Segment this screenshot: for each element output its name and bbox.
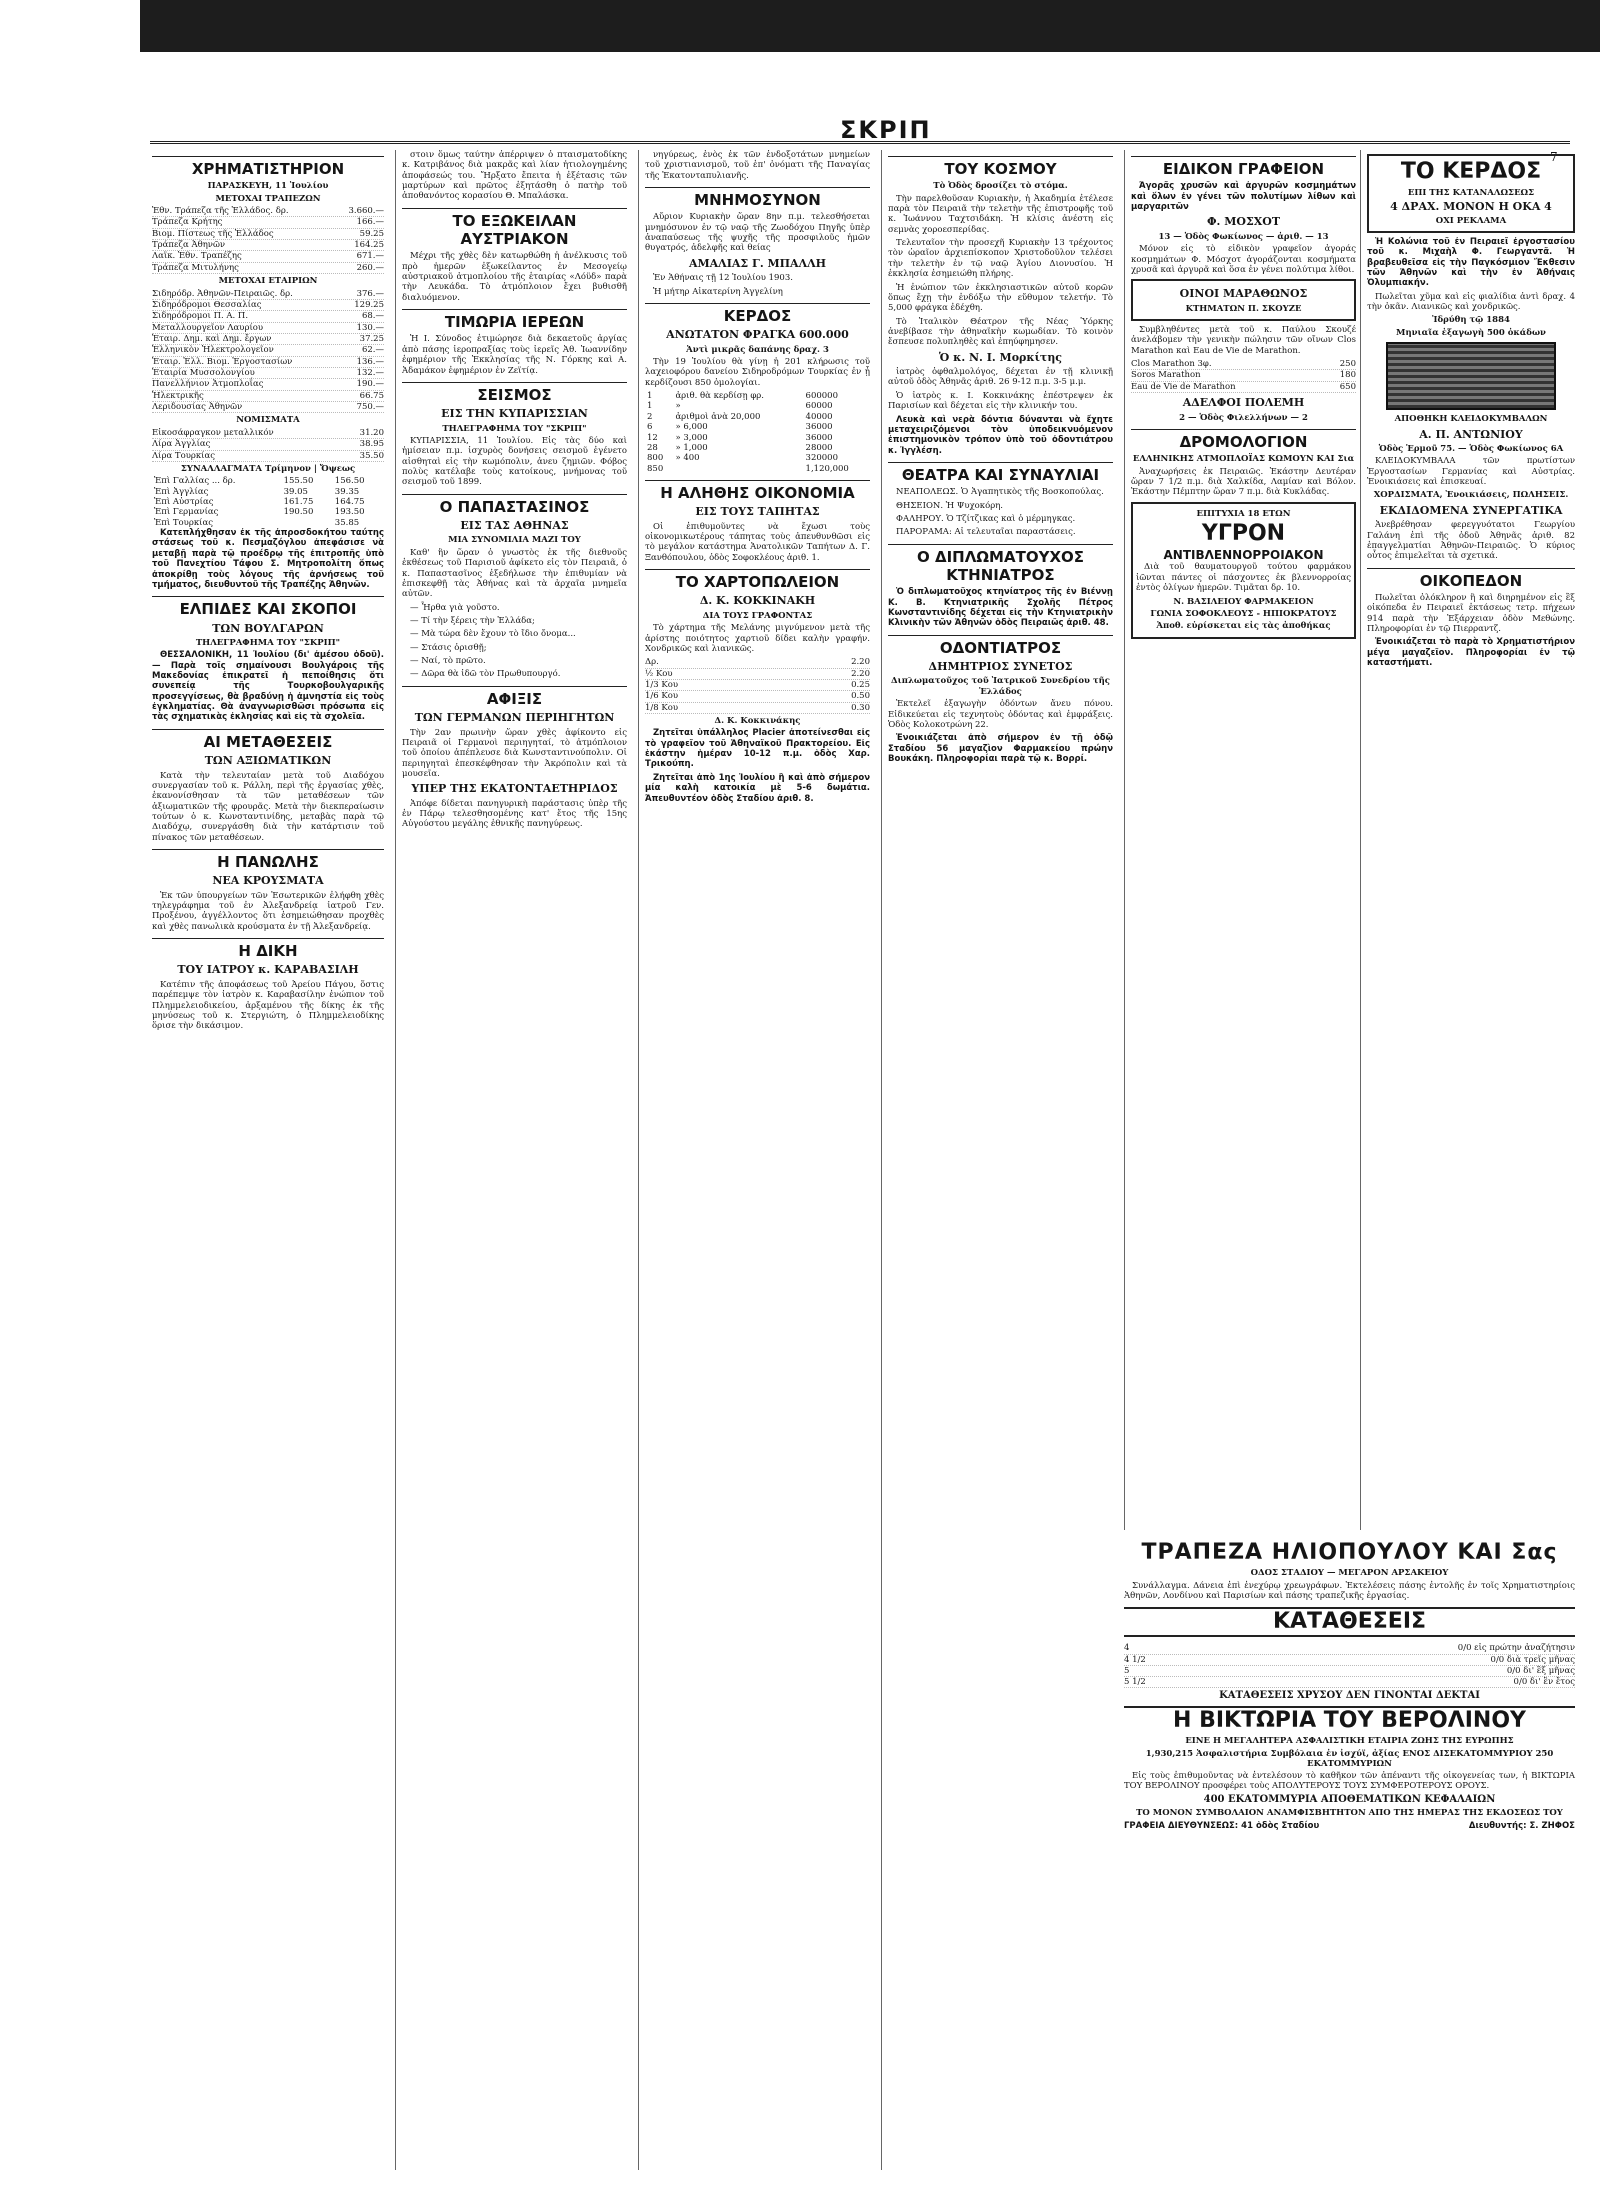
quote-line: — Δῶρα θὰ ἰδῶ τὸν Πρωθυπουργό.	[410, 669, 561, 680]
papa-text: Καθ' ἣν ὥραν ὁ γνωστὸς ἐκ τῆς διεθνοῦς ἐκθέσεως τοῦ Παρισιοῦ ἀφίκετο εἰς τὸν Πειραιᾶ, ὁ κ. Παπαστασῖνος ἐξεδήλωσε τὴν ἐπιθυμίαν νὰ ἐπισκεφθῇ τὰς Ἀθήνας καὶ τὰ ἀρχαῖα μνημεῖα αὐτῶν.	[402, 547, 627, 600]
viktoria-footer	[1124, 1821, 1575, 1831]
epitygia-text: Διὰ τοῦ θαυματουργοῦ τούτου φαρμάκου ἰῶνται πάντες οἱ πάσχοντες ἐκ βλεννορροίας ἐντὸς ὀλίγων ἡμερῶν. Τιμᾶται δρ. 10.	[1136, 562, 1351, 594]
quote-line: — Στάσις ὁρισθῇ;	[410, 642, 487, 653]
bank-title: ΤΡΑΠΕΖΑ ΗΛΙΟΠΟΥΛΟΥ ΚΑΙ Σας	[1141, 1540, 1558, 1565]
lottery-table	[645, 391, 870, 474]
wines-title: ΟΙΝΟΙ ΜΑΡΑΘΩΝΟΣ	[1179, 287, 1308, 301]
column-2	[395, 150, 627, 2170]
coins-table	[152, 428, 384, 462]
dentist-title: ΟΔΟΝΤΙΑΤΡΟΣ	[888, 635, 1113, 657]
room-text: Ζητεῖται ἀπὸ 1ης Ἰουλίου ἢ καὶ ἀπὸ σήμερον μία καλὴ κατοικία μὲ 5-6 δωμάτια. Ἀπευθυντέον ὁδὸς Σταδίου ἀριθ. 8.	[645, 772, 870, 804]
table-row: Ἐπὶ Αὐστρίας 161.75 164.75	[154, 497, 365, 507]
table-row: Ἠλεκτρικῆς 66.75	[152, 390, 384, 401]
wines-subtitle: ΚΤΗΜΑΤΩΝ Π. ΣΚΟΥΖΕ	[1185, 303, 1302, 314]
tourists-title: ΑΦΙΞΙΣ	[402, 686, 627, 708]
austria-title: ΤΟ ΕΞΩΚΕΙΛΑΝ ΑΥΣΤΡΙΑΚΟΝ	[402, 208, 627, 249]
wines-text: Συμβληθέντες μετὰ τοῦ κ. Παύλου Σκουζέ ἀνελάβομεν τὴν γενικὴν πώλησιν τῶν οἴνων Clos Marathon καὶ Eau de Vie de Marathon.	[1131, 324, 1356, 356]
doctor-name: Ὁ κ. Ν. Ι. Μορκίτης	[938, 350, 1063, 364]
top-dark-band	[140, 0, 1600, 52]
kerdos-text-2: Πωλεῖται χῦμα καὶ εἰς φιαλίδια ἀντὶ δραχ. 4 τὴν ὀκᾶν. Λιανικῶς καὶ χονδρικῶς.	[1367, 291, 1575, 313]
column-1	[152, 150, 384, 2170]
paper-title: ΤΟ ΧΑΡΤΟΠΩΛΕΙΟΝ	[645, 569, 870, 591]
continuation-text: στοιν ὅμως ταύτην ἀπέρριψεν ὁ πταισματοδίκης κ. Κατριβάνος διὰ μακρᾶς καὶ λίαν ἠτιολογημένης ἀποφάσεώς του. Ἤρξατο ἔπειτα ἡ ἐξέτασις τῶν μαρτύρων καὶ πρῶτος ἐξητάσθη ὁ πατὴρ τοῦ ἀποθανόντος κορασίου Θ. Μπαλάσκα.	[402, 150, 627, 202]
masthead	[150, 116, 1570, 144]
lottery-title: ΚΕΡΔΟΣ	[645, 303, 870, 325]
viktoria-subtitle: ΕΙΝΕ Η ΜΕΓΑΛΗΤΕΡΑ ΑΣΦΑΛΙΣΤΙΚΗ ΕΤΑΙΡΙΑ ΖΩΗΣ ΤΗΣ ΕΥΡΩΠΗΣ	[1185, 1736, 1514, 1747]
column-4	[881, 150, 1113, 2170]
dromo-title: ΔΡΟΜΟΛΟΓΙΟΝ	[1131, 429, 1356, 451]
wines-box	[1131, 279, 1356, 321]
table-row: Ἐταιρία Μυσσολονγίου 132.—	[152, 368, 384, 379]
wines-address: 2 — Ὁδὸς Φιλελλήνων — 2	[1179, 412, 1308, 423]
table-row: Eau de Vie de Marathon 650	[1131, 381, 1356, 392]
table-row: Ἐπὶ Γερμανίας 190.50 193.50	[154, 507, 365, 518]
hopes-subtitle: ΤΩΝ ΒΟΥΛΓΑΡΩΝ	[212, 621, 324, 635]
memorial-title: ΜΝΗΜΟΣΥΝΟΝ	[645, 187, 870, 209]
continuation-text: νηγύρεως, ἐνὸς ἐκ τῶν ἐνδοξοτάτων μνημείων τοῦ χριστιανισμοῦ, τοῦ ἐπ' ὀνόματι τῆς Παναγίας τῆς Ἑκατονταπυλιανῆς.	[645, 150, 870, 181]
table-row: Τράπεζα Ἀθηνῶν 164.25	[152, 240, 384, 251]
viktoria-director: Διευθυντής: Σ. ΖΗΦΟΣ	[1468, 1820, 1575, 1831]
banks-table	[152, 206, 384, 274]
kerdos-title: ΤΟ ΚΕΡΔΟΣ	[1400, 159, 1542, 184]
rent-notice-text: Ἐνοικιάζεται ἀπὸ σήμερον ἐν τῇ ὁδῷ Σταδίου 56 μαγαζὶον Φαρμακείου πρώην Βουκάκη. Πληροφορίαι παρὰ τῷ κ. Βορρί.	[888, 733, 1113, 764]
office-text: Ἀγορᾶς χρυσῶν καὶ ἀργυρῶν κοσμημάτων καὶ ὅλων ἐν γένει τῶν πολυτίμων λίθων καὶ μαργαριτῶν	[1131, 181, 1356, 213]
kerdos-price: 4 ΔΡΑΧ. ΜΟΝΟΝ Η ΟΚΑ 4	[1390, 200, 1552, 214]
table-row: 1 » 60000	[647, 401, 833, 412]
column-6	[1360, 150, 1575, 1530]
trial-subtitle: ΤΟΥ ΙΑΤΡΟΥ κ. ΚΑΡΑΒΑΣΙΛΗ	[177, 963, 359, 977]
memorial-text: Αὔριον Κυριακὴν ὥραν 8ην π.μ. τελεσθήσεται μνημόσυνον ἐν τῷ ναῷ τῆς Ζωοδόχου Πηγῆς ὑπὲρ ἀναπαύσεως τῆς ψυχῆς τῆς προσφιλοῦς ἡμῶν θυγατρός, ἀδελφῆς καὶ θείας	[645, 212, 870, 254]
papa-title: Ο ΠΑΠΑΣΤΑΣΙΝΟΣ	[402, 494, 627, 516]
table-row: Ἑταιρ. Δημ. καὶ Δημ. ἔργων 37.25	[152, 333, 384, 344]
table-row: 4 0/0 εἰς πρώτην ἀναζήτησιν	[1124, 1643, 1575, 1654]
paper-subtitle: Δ. Κ. ΚΟΚΚΙΝΑΚΗ	[699, 594, 816, 608]
table-row: 5 1/2 0/0 δι' ἓν ἔτος	[1124, 1676, 1575, 1687]
land-title: ΟΙΚΟΠΕΔΟΝ	[1367, 568, 1575, 590]
antoniou-address: Ὁδὸς Ἑρμοῦ 75. — Ὁδὸς Φωκίωνος 6Α	[1378, 443, 1564, 454]
priests-title: ΤΙΜΩΡΙΑ ΙΕΡΕΩΝ	[402, 309, 627, 331]
table-row: 2 ἀριθμοὶ ἀνὰ 20,000 40000	[647, 411, 833, 422]
kokkinakis-text: Ὁ ἰατρὸς κ. Ι. Κοκκινάκης ἐπέστρεψεν ἐκ Παρισίων καὶ δέχεται εἰς τὴν κλινικήν του.	[888, 390, 1113, 412]
table-row: 800 » 400 320000	[647, 453, 838, 464]
bourse-title: ΧΡΗΜΑΤΙΣΤΗΡΙΟΝ	[152, 156, 384, 178]
lottery-text: Τὴν 19 Ἰουλίου θὰ γίνῃ ἡ 201 κλήρωσις τοῦ λαχειοφόρου δανείου Σιδηροδρόμων Τουρκίας ἐν ᾗ κερδίζουσι 850 ὁμολογίαι.	[645, 357, 870, 388]
lottery-subtitle-2: Ἀντὶ μικρᾶς δαπάνης δραχ. 3	[686, 344, 829, 355]
table-row: Clos Marathon 3φ. 250	[1131, 359, 1356, 370]
sales-text: Ἀνεβρέθησαν φερεγγυότατοι Γεωργίου Γαλάνη ἐπὶ τῆς ὁδοῦ Ἀθηνᾶς ἀριθ. 82 ἐπαγγελματίαι Ἀθηνῶν-Πειραιῶς. Ὁ κύριος οὗτος ἐπιμελεῖται τὰ σχετικά.	[1367, 520, 1575, 562]
shop-rent-text: Ἐνοικιάζεται τὸ παρὰ τὸ Χρηματιστήριον μέγα μαγαζεῖον. Πληροφορίαι ἐν τῷ καταστήματι.	[1367, 637, 1575, 669]
bank-ad	[1124, 1540, 1575, 1831]
mosxot-name: Φ. ΜΟΣΧΟΤ	[1206, 215, 1281, 229]
bank-text: Συνάλλαγμα. Δάνεια ἐπὶ ἐνεχύρῳ χρεωγράφων. Ἐκτελέσεις πάσης ἐντολῆς ἐν τοῖς Χρηματιστηρίοις Ἀθηνῶν, Λονδίνου καὶ Παρισίων καὶ πάσης τραπεζικῆς ἐργασίας.	[1124, 1580, 1575, 1601]
intro-text: Κατεπλήχθησαν ἐκ τῆς ἀπροσδοκήτου ταύτης στάσεως τοῦ κ. Πεσμαζόγλου ἀπεφάσισε νὰ μεταβῇ παρὰ τῷ προέδρῳ τῆς ἐπιτροπῆς ὑπὸ τοῦ Πανεχτίου Τάφου Σ. Μητροπολίτη ὅπως ἀποκρίθῃ τοὺς λόγους τῆς ἀρνήσεως τοῦ τμήματος, διευθυντοῦ τῆς Τραπέζης Ἀθηνῶν.	[152, 528, 384, 590]
kerdos-founded: Ἰδρύθη τῷ 1884	[1432, 315, 1510, 326]
table-row: Σιδηρόδρομοι Π. Α. Π. 68.—	[152, 311, 384, 322]
papa-subtitle-2: ΜΙΑ ΣΥΝΟΜΙΛΙΑ ΜΑΖΙ ΤΟΥ	[448, 535, 581, 546]
transfers-text: Κατὰ τὴν τελευταίαν μετὰ τοῦ Διαδόχου συνεργασίαν τοῦ κ. Ράλλη, περὶ τῆς ἐργασίας χθὲς, ἐκανονίσθησαν τὰ τῶν μεταθέσεων τῶν ἀξιωματικῶν τῆς φρουρᾶς. Μετὰ τὴν διεκπεραίωσιν τούτων ὁ κ. Κωνσταντινίδης, μεταβὰς παρὰ τῷ Διαδόχῳ, συνεργάσθη διὰ τὴν κατάρτισιν τοῦ πίνακος τῶν μεταθέσεων.	[152, 770, 384, 843]
stove-title: ΑΠΟΘΗΚΗ ΚΛΕΙΔΟΚΥΜΒΑΛΩΝ	[1394, 414, 1548, 425]
quote-line: — Ναί, τὸ πρῶτο.	[410, 656, 486, 667]
priests-text: Ἡ Ι. Σύνοδος ἐτιμώρησε διὰ δεκαετοῦς ἀργίας ἀπὸ πάσης ἱεροπραξίας τοὺς ἱερεῖς Ἀθ. Ἰωαννίδην ἐφημέριον τῆς Ἐκκλησίας τῆς Ν. Γόρκης καὶ Α. Ἀδαμάκον ἐφημέριον ἐν Ζεϊτίᾳ.	[402, 334, 627, 376]
dromo-text: Ἀναχωρήσεις ἐκ Πειραιῶς. Ἑκάστην Δευτέραν ὥραν 7 1/2 π.μ. διὰ Χαλκίδα, Λαμίαν καὶ Βόλον. Ἑκάστην Πέμπτην ὥραν 7 π.μ. διὰ Κυκλάδας.	[1131, 466, 1356, 498]
page-number: 7	[1550, 150, 1558, 164]
column-5	[1124, 150, 1356, 1530]
table-row: Λίρα Τουρκίας 35.50	[152, 450, 384, 461]
panolis-title: Η ΠΑΝΩΛΗΣ	[152, 849, 384, 871]
memorial-name: ΑΜΑΛΙΑΣ Γ. ΜΠΑΛΛΗ	[688, 256, 827, 270]
pharmacy-address: ΓΩΝΙΑ ΣΟΦΟΚΛΕΟΥΣ - ΗΠΙΟΚΡΑΤΟΥΣ	[1150, 608, 1337, 619]
austria-text: Μέχρι τῆς χθὲς δὲν κατωρθώθη ἡ ἀνέλκυσις τοῦ πρὸ ἡμερῶν ἐξωκείλαντος ἐν Μεσογείῳ αὐστριακοῦ ἀτμοπλοίου τῆς ἑταιρίας «Λόϋδ» παρὰ τὴν Λευκάδα. Τὸ ἀτμόπλοιον ἔχει βυθισθῆ διαλυόμενον.	[402, 251, 627, 303]
papa-subtitle: ΕΙΣ ΤΑΣ ΑΘΗΝΑΣ	[460, 519, 569, 533]
coins-title: ΝΟΜΙΣΜΑΤΑ	[236, 415, 300, 426]
table-row: 6 » 6,000 36000	[647, 422, 833, 433]
table-row: Ἑλληνικὸν Ἠλεκτρολογεῖον 62.—	[152, 345, 384, 356]
kerdos-no-reklama: ΟΧΙ ΡΕΚΛΑΜΑ	[1435, 215, 1507, 226]
memorial-signed: Ἡ μήτηρ Αἰκατερίνη Ἀγγελίνη	[653, 286, 783, 297]
wines-price-table	[1131, 359, 1356, 393]
theatre-item: ΠΑΡΟΡΑΜΑ: Αἱ τελευταῖαι παραστάσεις.	[896, 527, 1076, 538]
hopes-telegram: ΤΗΛΕΓΡΑΦΗΜΑ ΤΟΥ "ΣΚΡΙΠ"	[195, 637, 341, 648]
dentist-name: ΔΗΜΗΤΡΙΟΣ ΣΥΝΕΤΟΣ	[928, 660, 1073, 674]
table-row: Τράπεζα Μιτυλήνης 260.—	[152, 262, 384, 273]
transfers-title: ΑΙ ΜΕΤΑΘΕΣΕΙΣ	[152, 729, 384, 751]
vet-text: Ὁ διπλωματοῦχος κτηνίατρος τῆς ἐν Βιέννῃ Κ. Β. Κτηνιατρικῆς Σχολῆς Πέτρος Κωνσταντινίδης δέχεται εἰς τὴν Κτηνιατρικὴν Κλινικὴν τῶν Ἀθηνῶν ὁδὸς Πειραιῶς ἀριθ. 48.	[888, 587, 1113, 629]
quote-line: — Μὰ τώρα δὲν ἔχουν τὸ ἴδιο ὄνομα...	[410, 629, 576, 640]
theatre-title: ΘΕΑΤΡΑ ΚΑΙ ΣΥΝΑΥΛΙΑΙ	[888, 462, 1113, 484]
dentist-subtitle: Διπλωματοῦχος τοῦ Ἰατρικοῦ Συνεδρίου τῆς Ἑλλάδος	[891, 676, 1110, 697]
stove-illustration	[1386, 342, 1556, 410]
table-row: 4 1/2 0/0 διὰ τρεῖς μῆνας	[1124, 1654, 1575, 1665]
table-row: Λίρα Ἀγγλίας 38.95	[152, 439, 384, 450]
doctor-text: ἰατρὸς ὀφθαλμολόγος, δέχεται ἐν τῇ κλινικῇ αὐτοῦ ὁδὸς Ἀθηνᾶς ἀριθ. 26 9-12 π.μ. 3-5 μ.μ.	[888, 367, 1113, 388]
bank-address: ΟΔΟΣ ΣΤΑΔΙΟΥ — ΜΕΓΑΡΟΝ ΑΡΣΑΚΕΙΟΥ	[1250, 1568, 1449, 1579]
viktoria-title: Η ΒΙΚΤΩΡΙΑ ΤΟΥ ΒΕΡΟΛΙΝΟΥ	[1124, 1706, 1575, 1734]
truth-title: Η ΑΛΗΘΗΣ ΟΙΚΟΝΟΜΙΑ	[645, 480, 870, 502]
bourse-date: ΠΑΡΑΣΚΕΥΗ, 11 Ἰουλίου	[207, 181, 329, 192]
tourists-text: Τὴν 2αν πρωινὴν ὥραν χθὲς ἀφίκοντο εἰς Πειραιᾶ οἱ Γερμανοὶ περιηγηταί, τὸ ἀτμόπλοιον τοῦ ὁποίου ἀπέπλευσε διὰ Κωνσταντινούπολιν. Οἱ περιηγηταὶ ἐπεσκέφθησαν τὴν Ἀκρόπολιν καὶ τὰ μουσεῖα.	[402, 727, 627, 779]
antoniou-services: ΧΟΡΔΙΣΜΑΤΑ, Ἐνοικιάσεις, ΠΩΛΗΣΕΙΣ.	[1373, 490, 1569, 501]
paper-text: Τὸ χάρτημα τῆς Μελάνης μιγνύμενον μετὰ τῆς ἀρίστης ποιότητος χαρτιοῦ δίδει καλὴν γραφήν. Χονδρικῶς καὶ λιανικῶς.	[645, 623, 870, 654]
table-row: Πανελλήνιον Ἀτμοπλοΐας 190.—	[152, 379, 384, 390]
viktoria-capital: 400 ΕΚΑΤΟΜΜΥΡΙΑ ΑΠΟΘΕΜΑΤΙΚΩΝ ΚΕΦΑΛΑΙΩΝ	[1203, 1794, 1496, 1806]
quote-line: — Τί τὴν ξέρεις τὴν Ἑλλάδα;	[410, 616, 535, 626]
fx-table	[152, 476, 384, 528]
theatre-item: ΘΗΣΕΙΟΝ. Ἡ Ψυχοκόρη.	[896, 500, 1004, 511]
office-header: ΕΙΔΙΚΟΝ ΓΡΑΦΕΙΟΝ	[1131, 156, 1356, 178]
pharmacy-title: Ν. ΒΑΣΙΛΕΙΟΥ ΦΑΡΜΑΚΕΙΟΝ	[1173, 596, 1314, 607]
panolis-subtitle: ΝΕΑ ΚΡΟΥΣΜΑΤΑ	[212, 874, 324, 888]
table-row: Ἐπὶ Γαλλίας ... δρ. 155.50 156.50	[154, 476, 365, 487]
table-row: Soros Marathon 180	[1131, 370, 1356, 381]
paper-subtitle-2: ΔΙΑ ΤΟΥΣ ΓΡΑΦΟΝΤΑΣ	[702, 610, 813, 621]
memorial-date: Ἐν Ἀθήναις τῇ 12 Ἰουλίου 1903.	[653, 273, 793, 284]
epitygia-subtitle: ΥΓΡΟΝ	[1201, 521, 1286, 546]
world-text: Τὸ Ἰταλικὸν Θέατρον τῆς Νέας Ὑόρκης ἀνεβίβασε τὴν ἀθηναϊκὴν κωμωδίαν. Τὸ κοινὸν ἔσπευσε πολυπληθὲς καὶ ἐπηύφημησεν.	[888, 316, 1113, 348]
table-row: Ἐταιρ. Ἑλλ. Βιομ. Ἐργοστασίων 136.—	[152, 356, 384, 367]
column-3	[638, 150, 870, 2170]
quake-subtitle: ΕΙΣ ΤΗΝ ΚΥΠΑΡΙΣΣΙΑΝ	[441, 407, 588, 421]
sales-title: ΕΚΔΙΔΟΜΕΝΑ ΣΥΝΕΡΓΑΤΙΚΑ	[1379, 503, 1563, 517]
banks-title: ΜΕΤΟΧΑΙ ΤΡΑΠΕΖΩΝ	[215, 193, 321, 204]
table-row-total: 850 1,120,000	[647, 463, 849, 474]
viktoria-text: Εἰς τοὺς ἐπιθυμοῦντας νὰ ἐντελέσουν τὸ καθῆκον τῶν ἀπέναντι τῆς οἰκογενείας των, ἡ ΒΙΚΤΩΡΙΑ ΤΟΥ ΒΕΡΟΛΙΝΟΥ προσφέρει τοὺς ΑΠΟΛΥΤΕΡΟΥΣ ΤΟΥΣ ΣΥΜΦΕΡΟΤΕΡΟΥΣ ΟΡΟΥΣ.	[1124, 1771, 1575, 1792]
table-row: Μεταλλουργεῖον Λαυρίου 130.—	[152, 322, 384, 333]
epitygia-title: ΕΠΙΤΥΧΙΑ 18 ΕΤΩΝ	[1196, 508, 1291, 519]
table-row: Τράπεζα Κρήτης 166.—	[152, 217, 384, 228]
table-row: 1/3 Κου 0.25	[645, 679, 870, 690]
table-row: 1 ἀριθ. θὰ κερδίσῃ φρ. 600000	[647, 391, 838, 402]
dromo-subtitle: ΕΛΛΗΝΙΚΗΣ ΑΤΜΟΠΛΟΪΑΣ ΚΩΜΟΥΝ ΚΑΙ Σια	[1132, 454, 1355, 465]
table-row: 12 » 3,000 36000	[647, 432, 833, 443]
world-subheader: Τὸ Ὀδὸς δροσίζει τὸ στόμα.	[933, 181, 1068, 192]
viktoria-note: ΤΟ ΜΟΝΟΝ ΣΥΜΒΟΛΑΙΟΝ ΑΝΑΜΦΙΣΒΗΤΗΤΟΝ ΑΠΟ ΤΗΣ ΗΜΕΡΑΣ ΤΗΣ ΕΚΔΟΣΕΩΣ ΤΟΥ	[1136, 1808, 1563, 1819]
trial-title: Η ΔΙΚΗ	[152, 938, 384, 960]
deposits-title: ΚΑΤΑΘΕΣΕΙΣ	[1124, 1607, 1575, 1637]
deposit-rates	[1124, 1643, 1575, 1688]
theatre-item: ΝΕΑΠΟΛΕΩΣ. Ὁ Ἀγαπητικὸς τῆς Βοσκοπούλας.	[896, 487, 1104, 498]
dental-ad-text: Λευκὰ καὶ νερὰ δόντια δύνανται νὰ ἔχητε μεταχειριζόμενοι τὸν ὑποδεικνυόμενον ἐπιστημονικὸν τρόπον ὑπὸ τοῦ ὀδοντιάτρου κ. Ἰγγλέση.	[888, 414, 1113, 456]
lottery-subtitle: ΑΝΩΤΑΤΟΝ ΦΡΑΓΚΑ 600.000	[666, 328, 849, 342]
kerdos-subtitle: ΕΠΙ ΤΗΣ ΚΑΤΑΝΑΛΩΣΕΩΣ	[1407, 187, 1535, 198]
hopes-title: ΕΛΠΙΔΕΣ ΚΑΙ ΣΚΟΠΟΙ	[152, 596, 384, 618]
paper-signed: Δ. Κ. Κοκκινάκης	[714, 716, 801, 727]
table-row: 1/6 Κου 0.50	[645, 691, 870, 702]
truth-text: Οἱ ἐπιθυμοῦντες νὰ ἔχωσι τοὺς οἰκονομικωτέρους τάπητας τοὺς ἀπευθυνθῶσι εἰς τὸ μεγάλον κατάστημα Ἀνατολικῶν Ταπήτων Δ. Γ. Ξανθόπουλου, ὁδὸς Σοφοκλέους ἀριθ. 1.	[645, 521, 870, 563]
mosxot-address: 13 — Ὁδὸς Φωκίωνος — ἀριθ. — 13	[1158, 231, 1329, 242]
tourists-subtitle: ΤΩΝ ΓΕΡΜΑΝΩΝ ΠΕΡΙΗΓΗΤΩΝ	[414, 711, 615, 725]
world-text: Τελευταῖον τὴν προσεχῆ Κυριακὴν 13 τρέχοντος τὸν ὡραῖον ἀρχιεπίσκοπον Χριστοδοῦλον τελέσει τὴν τελετὴν ἐν τῷ ναῷ Ἁγίου Διονυσίου. Ἡ ἐκκλησία ἐσημειώθη πλήρης.	[888, 238, 1113, 280]
antoniou-text: ΚΛΕΙΔΟΚΥΜΒΑΛΑ τῶν πρωτίστων Ἐργοστασίων Γερμανίας καὶ Αὐστρίας. Ἐνοικιάσεις καὶ ἐπισκευαί.	[1367, 456, 1575, 488]
world-text: Ἡ ἐνώπιον τῶν ἐκκλησιαστικῶν αὐτοῦ κορῶν ὅπως ἔχῃ τὴν ἐνδόξω τὴν εὔθυμον τελετήν. Τὸ 5,000 φράγκα ἐδέχθη.	[888, 282, 1113, 314]
table-row: Λεριδουσίας Ἀθηνῶν 750.—	[152, 402, 384, 413]
centenary-title: ΥΠΕΡ ΤΗΣ ΕΚΑΤΟΝΤΑΕΤΗΡΙΔΟΣ	[411, 782, 618, 796]
companies-title: ΜΕΤΟΧΑΙ ΕΤΑΙΡΙΩΝ	[218, 276, 318, 287]
epitygia-box	[1131, 502, 1356, 639]
world-header: ΤΟΥ ΚΟΣΜΟΥ	[888, 156, 1113, 178]
table-row: 28 » 1,000 28000	[647, 442, 833, 453]
table-row: Σιδηρόδρομοι Θεσσαλίας 129.25	[152, 299, 384, 310]
ink-price-table	[645, 657, 870, 714]
world-text: Τὴν παρελθοῦσαν Κυριακὴν, ἡ Ἀκαδημία ἐτέλεσε παρὰ τὸν Πειραιᾶ τὴν τελετὴν τῆς ἐπιστροφῆς τοῦ κ. Ἰωάννου Ταχτσιδάκη. Ἡ κλίσις ἀνέστη εἰς σεμνὰς χοροεσπερίδας.	[888, 193, 1113, 235]
kerdos-box	[1367, 154, 1575, 233]
fx-title: ΣΥΝΑΛΛΑΓΜΑΤΑ Τρίμηνον | Ὄψεως	[180, 463, 356, 474]
table-row: 5 0/0 δι' ἓξ μῆνας	[1124, 1665, 1575, 1676]
table-row: Λαϊκ. Ἐθν. Τραπέζης 671.—	[152, 251, 384, 262]
viktoria-office: ΓΡΑΦΕΙΑ ΔΙΕΥΘΥΝΣΕΩΣ: 41 ὁδὸς Σταδίου	[1124, 1820, 1320, 1831]
kerdos-export: Μηνιαῖα ἐξαγωγὴ 500 ὀκάδων	[1396, 327, 1546, 338]
quake-title: ΣΕΙΣΜΟΣ	[402, 382, 627, 404]
wanted-text: Ζητεῖται ὑπάλληλος Placier ἀποτείνεσθαι εἰς τὸ γραφεῖον τοῦ Ἀθηναϊκοῦ Πρακτορείου. Εἰς ἑκάστην ἡμέραν 10-12 π.μ. ὁδὸς Χαρ. Τρικούπη.	[645, 728, 870, 770]
table-row: Ἐπὶ Ἀγγλίας 39.05 39.35	[154, 486, 360, 497]
kerdos-text: Ἡ Κολώνια τοῦ ἐν Πειραιεῖ ἐργοστασίου τοῦ κ. Μιχαὴλ Φ. Γεωργαντᾶ. Ἡ βραβευθεῖσα εἰς τὴν Παγκόσμιον Ἔκθεσιν τῶν Ἀθηνῶν καὶ τὴν ἐν Ἀθήναις Ὀλυμπιακήν.	[1367, 236, 1575, 289]
antoniou-name: Α. Π. ΑΝΤΩΝΙΟΥ	[1419, 427, 1523, 441]
land-text: Πωλεῖται ὁλόκληρον ἢ καὶ διηρημένον εἰς ἓξ οἰκόπεδα ἐν Πειραιεῖ ἐκτάσεως τετρ. πήχεων 914 παρὰ τὴν Ἐξάρχειαν ὁδὸν Μεθώνης. Πληροφορίαι ἐν τῷ Πιερραντζ.	[1367, 592, 1575, 634]
table-row: Βιομ. Πίστεως τῆς Ἑλλάδος 59.25	[152, 228, 384, 239]
panolis-text: Ἐκ τῶν ὑπουργείων τῶν Ἐσωτερικῶν ἐλήφθη χθὲς τηλεγράφημα τοῦ ἐν Ἀλεξανδρείᾳ ἰατροῦ Γεν. Προξένου, ἀγγέλλοντος ὅτι ἐσημειώθησαν προχθὲς καὶ χθὲς πανωλικὰ κρούσματα ἐν τῇ Ἀλεξανδρείᾳ.	[152, 890, 384, 932]
masthead-title: ΣΚΡΙΠ	[840, 116, 932, 144]
table-row: Δρ. 2.20	[645, 657, 870, 668]
truth-subtitle: ΕΙΣ ΤΟΥΣ ΤΑΠΗΤΑΣ	[695, 505, 820, 519]
quote-line: — Ἦρθα γιὰ γοῦστο.	[410, 602, 500, 613]
table-row: Ἐπὶ Τουρκίας 35.85	[154, 517, 360, 528]
table-row: ½ Κου 2.20	[645, 668, 870, 679]
gold-note: ΚΑΤΑΘΕΣΕΙΣ ΧΡΥΣΟΥ ΔΕΝ ΓΙΝΟΝΤΑΙ ΔΕΚΤΑΙ	[1219, 1690, 1480, 1702]
table-row: Σιδηρόδρ. Ἀθηνῶν-Πειραιῶς. δρ. 376.—	[152, 288, 384, 299]
table-row: Ἐθν. Τράπεζα τῆς Ἑλλάδος. δρ. 3.660.—	[152, 206, 384, 217]
centenary-text: Ἀπόφε δίδεται πανηγυρικὴ παράστασις ὑπὲρ τῆς ἐν Πάρῳ τελεσθησομένης κατ' ἔτος τῆς 15ης Αὐγούστου μεγάλης ἐθνικῆς πανηγύρεως.	[402, 798, 627, 830]
wines-signed: ΑΔΕΛΦΟΙ ΠΟΛΕΜΗ	[1182, 396, 1305, 410]
epitygia-subtitle-2: ΑΝΤΙΒΛΕΝΝΟΡΡΟΙΑΚΟΝ	[1163, 547, 1324, 562]
transfers-subtitle: ΤΩΝ ΑΞΙΩΜΑΤΙΚΩΝ	[204, 754, 332, 768]
quake-text: ΚΥΠΑΡΙΣΣΙΑ, 11 Ἰουλίου. Εἰς τὰς δύο καὶ ἡμίσειαν π.μ. ἰσχυρὸς δονήσεις σεισμοῦ ἐγένετο αἰσθηταὶ εἰς τὴν κωμόπολιν, ἀνευ ζημιῶν. Φόβος πολὺς κατέλαβε τοὺς κατοίκους, μνήμονας τοῦ σεισμοῦ τοῦ 1899.	[402, 435, 627, 488]
pharmacy-text: Ἀποθ. εὑρίσκεται εἰς τὰς ἀποθήκας	[1156, 621, 1331, 632]
theatre-item: ΦΑΛΗΡΟΥ. Ὁ Τζίτζικας καὶ ὁ μέρμηγκας.	[896, 513, 1076, 524]
table-row: Εἰκοσάφραγκον μεταλλικόν 31.20	[152, 427, 384, 438]
trial-text: Κατέπιν τῆς ἀποφάσεως τοῦ Ἀρείου Πάγου, ὅστις παρέπεμψε τὸν ἰατρὸν κ. Καραβασίλην ἐνώπιον τοῦ Πλημμελειοδικείου, ἀρξαμένου τῆς δίκης ἐκ τῆς μηνύσεως τοῦ κ. Στεργιώτη, ὁ Πλημμελειοδίκης ὅρισε τὴν δικάσιμον.	[152, 979, 384, 1032]
hopes-text: ΘΕΣΣΑΛΟΝΙΚΗ, 11 Ἰουλίου (δι' ἀμέσου ὁδοῦ). — Παρὰ τοῖς σημαίνουσι Βουλγάροις τῆς Μακεδονίας ἐπικρατεῖ ἡ πεποίθησις ὅτι συνεπείᾳ τῆς Τουρκοβουλγαρικῆς προσεγγίσεως, θὰ βραδύνῃ ἡ ἀμνηστία εἰς τοὺς ἐγκληματίας. Θὰ ἀναγνωρισθῶσι πρόσωπα εἰς τὰς σχηματικὰς ἐκλησίας καὶ εἰς τὰ σχολεῖα.	[152, 650, 384, 723]
dentist-text: Ἐκτελεῖ ἐξαγωγὴν ὀδόντων ἄνευ πόνου. Εἰδικεύεται εἰς τεχνητοὺς ὀδόντας καὶ ἐμφράξεις. Ὁδὸς Κολοκοτρώνη 22.	[888, 699, 1113, 730]
vet-title: Ο ΔΙΠΛΩΜΑΤΟΥΧΟΣ ΚΤΗΝΙΑΤΡΟΣ	[888, 544, 1113, 585]
companies-table	[152, 289, 384, 414]
table-row: 1/8 Κου 0.30	[645, 702, 870, 713]
quake-telegram: ΤΗΛΕΓΡΑΦΗΜΑ ΤΟΥ "ΣΚΡΙΠ"	[442, 423, 587, 434]
viktoria-subtitle-2: 1,930,215 Ἀσφαλιστήρια Συμβόλαια ἐν ἰσχύϊ, ἀξίας ΕΝΟΣ ΔΙΣΕΚΑΤΟΜΜΥΡΙΟΥ 250 ΕΚΑΤΟΜΜΥΡΙΩΝ	[1145, 1748, 1554, 1769]
mosxot-text: Μόνον εἰς τὸ εἰδικὸν γραφεῖον ἀγοράς κοσμημάτων Φ. Μόσχοτ ἀγοράζονται κοσμήματα χρυσᾶ καὶ ἀργυρᾶ καὶ ὅσα ἐν γένει πολύτιμα λίθοι.	[1131, 244, 1356, 275]
